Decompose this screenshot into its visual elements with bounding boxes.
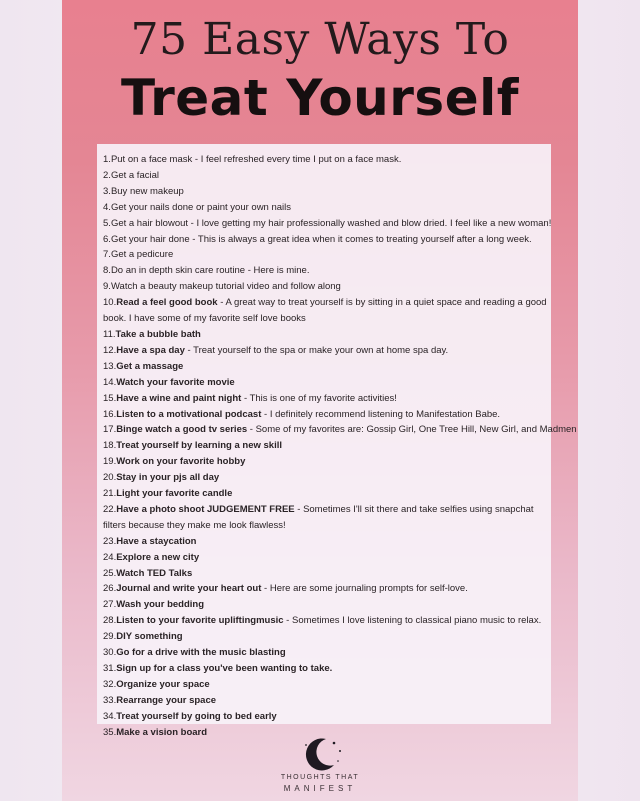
list-item-number: 32. — [103, 678, 117, 690]
list-item-title: Watch your favorite movie — [116, 376, 235, 388]
brand-line-2: MANIFEST — [283, 784, 357, 793]
list-item-text: - A great way to treat yourself is by sitting in a quiet space and reading a good book. I have some of my favorite self love books — [103, 297, 547, 325]
list-item-number: 33. — [103, 694, 117, 706]
list-item-number: 10. — [103, 297, 117, 309]
list-item — [103, 454, 549, 470]
list-item-number: 3. — [103, 185, 111, 197]
list-item-title: Binge watch a good tv series — [116, 424, 248, 436]
list-item — [103, 597, 549, 613]
list-item-text: - Sometimes I'll sit there and take selfies using snapchat filters because they make me look flawless! — [103, 503, 534, 531]
list-item-title: Work on your favorite hobby — [116, 456, 246, 468]
list-item-title: Have a wine and paint night — [116, 392, 242, 404]
list-item-number: 16. — [103, 408, 117, 420]
list-item-number: 4. — [103, 201, 111, 213]
title-line-2: Treat Yourself — [120, 69, 519, 127]
list-item-title: Have a staycation — [116, 535, 197, 547]
list-item-number: 15. — [103, 392, 117, 404]
list-item — [103, 184, 549, 200]
list-item — [103, 486, 549, 502]
list-item-number: 29. — [103, 631, 117, 643]
list-item — [103, 200, 549, 216]
list-item-title: DIY something — [116, 631, 183, 643]
list-item-number: 5. — [103, 217, 111, 229]
list-item-title: Have a photo shoot JUDGEMENT FREE — [116, 503, 295, 515]
list-item — [103, 327, 549, 343]
list-item-number: 35. — [103, 726, 117, 738]
list-item-title: Have a spa day — [116, 344, 185, 356]
list-item — [103, 168, 549, 184]
list-item-title: Journal and write your heart out — [116, 583, 262, 595]
list-item-number: 19. — [103, 456, 117, 468]
list-item — [103, 709, 549, 725]
list-item — [103, 534, 549, 550]
list-item-text: Watch a beauty makeup tutorial video and follow along — [110, 281, 341, 293]
list-item-number: 31. — [103, 663, 117, 674]
list-item-number: 13. — [103, 360, 117, 372]
list-item-text: - I definitely recommend listening to Manifestation Babe. — [261, 408, 501, 420]
list-item-title: Listen to your favorite upliftingmusic — [116, 615, 284, 627]
list-item-text: - Treat yourself to the spa or make your own at home spa day. — [184, 344, 449, 356]
list-item-title: Stay in your pjs all day — [116, 472, 220, 484]
list-item-number: 6. — [103, 233, 111, 245]
list-item-title: Take a bubble bath — [115, 328, 201, 340]
list-item — [103, 407, 549, 423]
list-item — [103, 422, 577, 438]
list-item — [103, 247, 549, 263]
list-item — [103, 359, 549, 375]
list-item — [103, 629, 549, 645]
list-item-text: - Some of my favorites are: Gossip Girl, One Tree Hill, New Girl, and Madmen — [247, 424, 577, 436]
list-item-number: 9. — [103, 281, 111, 293]
list-item — [103, 502, 549, 534]
brand-line-1: THOUGHTS THAT — [280, 774, 360, 781]
list-item-title: Wash your bedding — [116, 599, 205, 611]
list-item — [103, 677, 549, 693]
list-item-number: 12. — [103, 344, 117, 356]
list-item-number: 30. — [103, 647, 117, 659]
list-item — [103, 295, 549, 327]
list-item — [103, 152, 549, 168]
list-item-title: Read a feel good book — [116, 297, 218, 309]
list-item-number: 14. — [103, 376, 117, 388]
list-item-number: 8. — [103, 265, 111, 277]
list-item-number: 11. — [103, 328, 116, 340]
list-item — [103, 661, 549, 677]
list-item — [103, 232, 549, 248]
list-item-text: Get your hair done - This is always a great idea when it comes to treating yourself after a long week. — [110, 233, 532, 245]
list-item-number: 7. — [103, 249, 111, 261]
list-item-number: 34. — [103, 710, 117, 722]
list-item — [103, 216, 552, 232]
list-item — [103, 566, 549, 582]
list-item — [103, 581, 549, 597]
list-item-title: Explore a new city — [116, 551, 200, 563]
list-item-number: 1. — [103, 154, 111, 165]
list-item-title: Treat yourself by going to bed early — [116, 710, 277, 722]
list-item-number: 2. — [103, 169, 111, 181]
list-item-text: Get your nails done or paint your own nails — [110, 201, 292, 213]
list-item — [103, 263, 549, 279]
list-item-title: Make a vision board — [116, 726, 208, 738]
list-item-text: - Sometimes I love listening to classical piano music to relax. — [283, 615, 542, 627]
list-item-title: Watch TED Talks — [116, 567, 193, 579]
list-item — [103, 550, 549, 566]
list-item-text: Get a pedicure — [110, 249, 174, 261]
treat-list — [103, 152, 577, 741]
list-item-title: Light your favorite candle — [116, 488, 233, 500]
list-item-number: 24. — [103, 551, 117, 563]
list-item-number: 22. — [103, 503, 117, 515]
list-item-title: Go for a drive with the music blasting — [116, 647, 286, 659]
list-item-number: 21. — [103, 488, 117, 500]
list-item-number: 28. — [103, 615, 117, 627]
list-item-title: Rearrange your space — [116, 694, 217, 706]
list-item-text: Get a facial — [110, 169, 159, 181]
list-item-title: Sign up for a class you've been wanting to take. — [116, 663, 333, 674]
list-item — [103, 613, 549, 629]
list-item-number: 20. — [103, 472, 117, 484]
list-item-number: 17. — [103, 424, 117, 436]
list-item — [103, 343, 549, 359]
list-item-text: - This is one of my favorite activities! — [241, 392, 397, 404]
list-item-text: Do an in depth skin care routine - Here is mine. — [110, 265, 310, 277]
list-item-text: Buy new makeup — [110, 185, 184, 197]
list-item — [103, 391, 549, 407]
list-item — [103, 470, 549, 486]
list-item-number: 26. — [103, 583, 117, 595]
title-line-1: 75 Easy Ways To — [130, 14, 510, 65]
list-item — [103, 279, 549, 295]
list-item-text: Put on a face mask - I feel refreshed every time I put on a face mask. — [110, 154, 402, 165]
list-item-number: 18. — [103, 440, 117, 452]
list-item-number: 25. — [103, 567, 117, 579]
list-item-text: - Here are some journaling prompts for self-love. — [261, 583, 468, 595]
crescent-moon-icon — [290, 733, 350, 775]
list-item-title: Get a massage — [116, 360, 184, 372]
list-item — [103, 693, 549, 709]
list-item-number: 23. — [103, 535, 117, 547]
list-item-title: Organize your space — [116, 678, 210, 690]
list-item-text: Get a hair blowout - I love getting my hair professionally washed and blow dried. I feel like a new woman! — [110, 217, 552, 229]
list-item-title: Listen to a motivational podcast — [116, 408, 262, 420]
list-item — [103, 645, 549, 661]
list-item-number: 27. — [103, 599, 117, 611]
list-item — [103, 438, 549, 454]
list-item — [103, 375, 549, 391]
list-item-title: Treat yourself by learning a new skill — [116, 440, 283, 452]
